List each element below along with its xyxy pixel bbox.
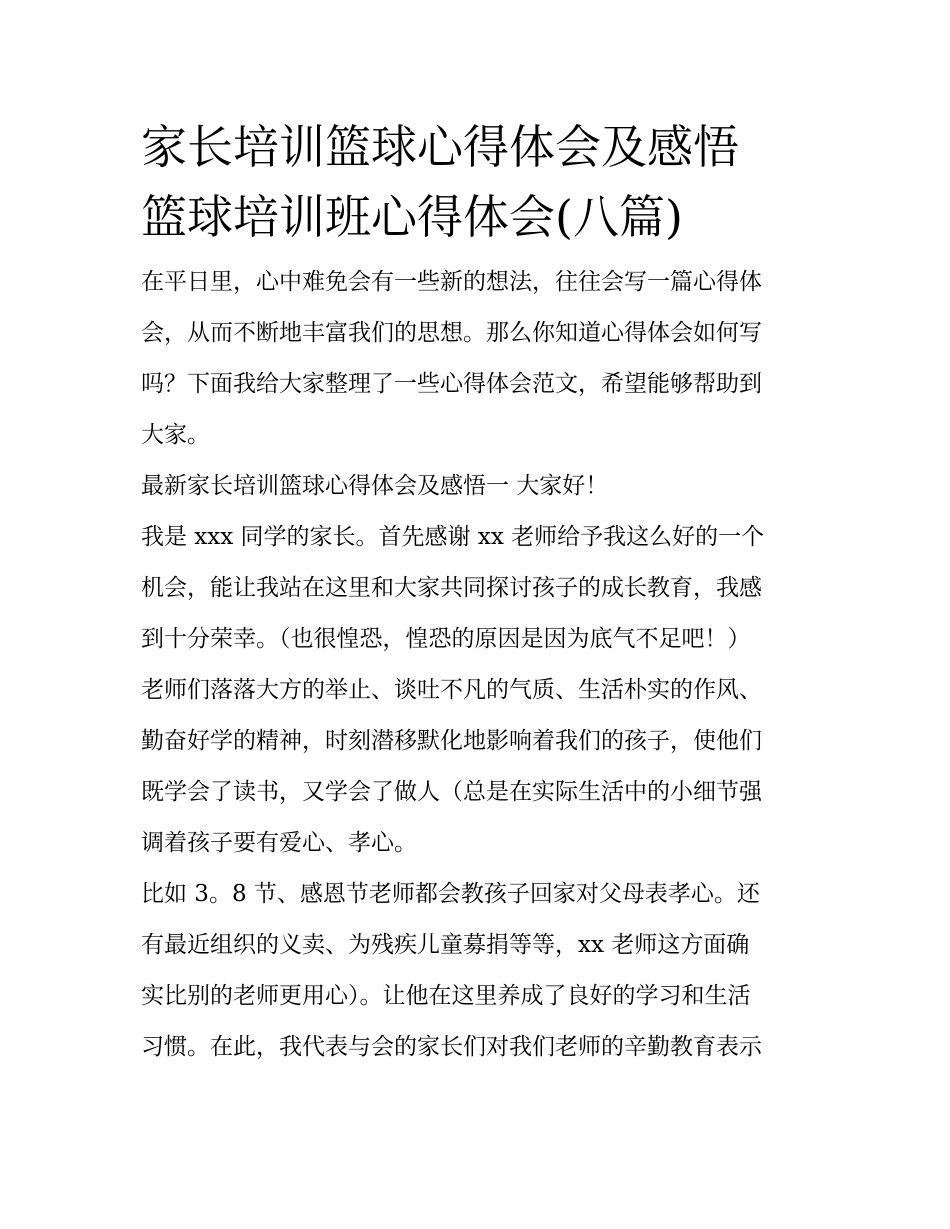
body-line: 勤奋好学的精神，时刻潜移默化地影响着我们的孩子，使他们 <box>141 728 762 754</box>
section-heading-line: 最新家长培训篮球心得体会及感悟一 大家好！ <box>141 473 609 499</box>
body-line: 有最近组织的义卖、为残疾儿童募捐等等，xx 老师这方面确 <box>141 932 750 958</box>
body-line: 实比别的老师更用心）。让他在这里养成了良好的学习和生活 <box>141 983 751 1009</box>
title-line-1: 家长培训篮球心得体会及感悟 <box>141 120 739 174</box>
body-line: 大家。 <box>141 422 210 448</box>
body-line: 既学会了读书，又学会了做人（总是在实际生活中的小细节强 <box>141 779 762 805</box>
body-line: 比如 3。8 节、感恩节老师都会教孩子回家对父母表孝心。还 <box>141 881 760 907</box>
body-line: 我是 xxx 同学的家长。首先感谢 xx 老师给予我这么好的一个 <box>141 524 765 550</box>
body-text <box>141 257 819 1073</box>
body-line: 调着孩子要有爱心、孝心。 <box>141 830 417 856</box>
body-line: 机会，能让我站在这里和大家共同探讨孩子的成长教育，我感 <box>141 575 762 601</box>
body-line: 到十分荣幸。（也很惶恐，惶恐的原因是因为底气不足吧！） <box>141 626 751 652</box>
body-line: 习惯。在此，我代表与会的家长们对我们老师的辛勤教育表示 <box>141 1034 762 1060</box>
document-content <box>141 112 819 1073</box>
body-line: 吗？下面我给大家整理了一些心得体会范文，希望能够帮助到 <box>141 371 762 397</box>
body-line: 在平日里，心中难免会有一些新的想法，往往会写一篇心得体 <box>141 269 762 295</box>
body-line: 老师们落落大方的举止、谈吐不凡的气质、生活朴实的作风、 <box>141 677 762 703</box>
body-line: 会，从而不断地丰富我们的思想。那么你知道心得体会如何写 <box>141 320 762 346</box>
title-line-2: 篮球培训班心得体会(八篇) <box>141 190 683 244</box>
